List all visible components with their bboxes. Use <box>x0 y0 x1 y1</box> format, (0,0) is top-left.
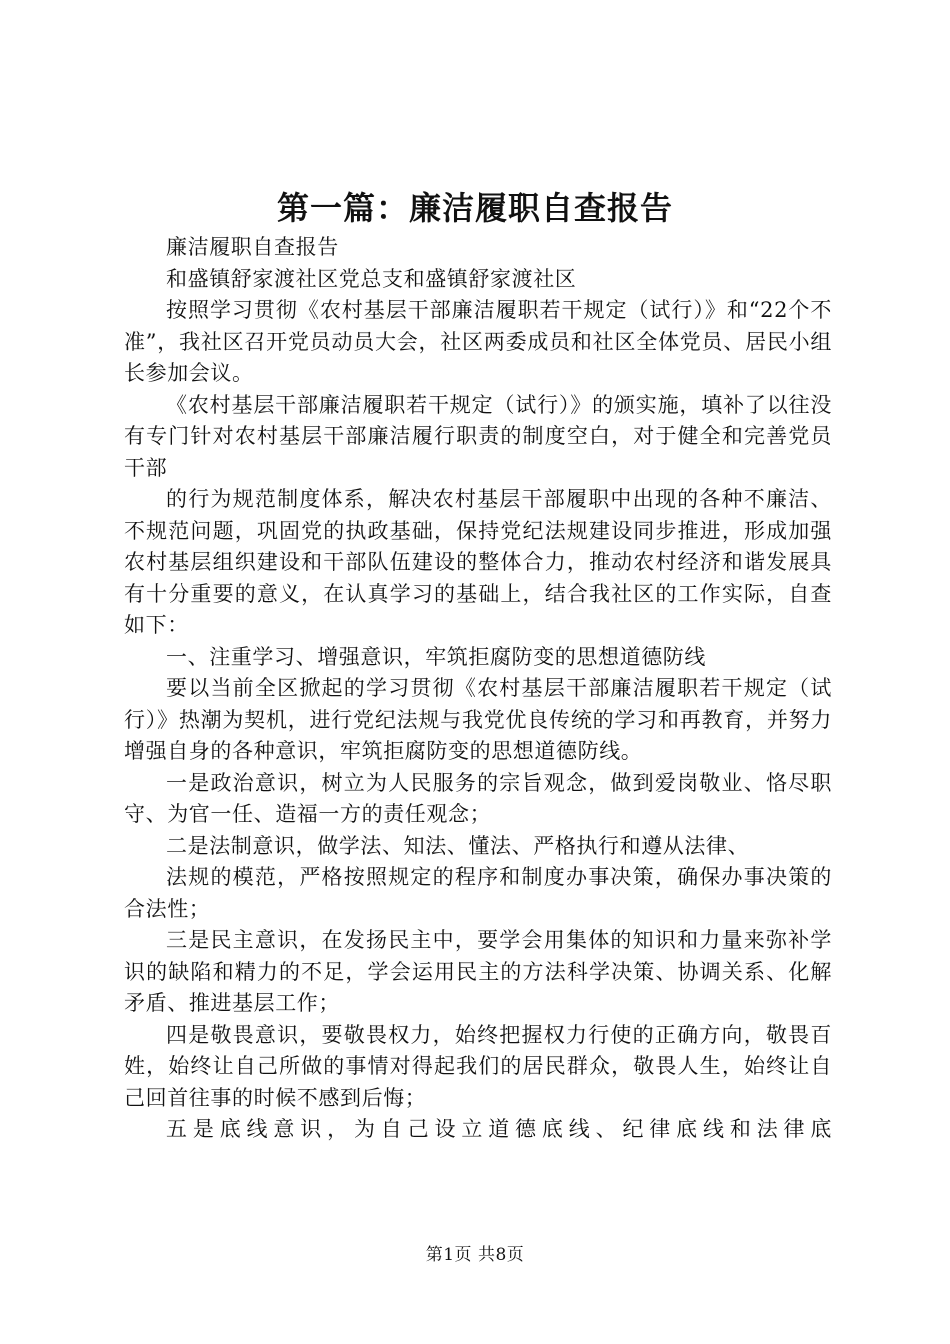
document-body <box>124 232 832 1146</box>
paragraph-legal-awareness: 二是法制意识，做学法、知法、懂法、严格执行和遵从法律、 <box>166 833 750 858</box>
paragraph-legal-awareness-cont: 法规的模范，严格按照规定的程序和制度办事决策，确保办事决策的合法性； <box>124 865 832 921</box>
paragraph-political-awareness: 一是政治意识，树立为人民服务的宗旨观念，做到爱岗敬业、恪尽职守、为官一任、造福一方的责任观念； <box>124 770 832 826</box>
document-title: 第一篇：廉洁履职自查报告 <box>276 189 673 227</box>
section-heading-one: 一、注重学习、增强意识，牢筑拒腐防变的思想道德防线 <box>166 644 706 669</box>
paragraph-report-heading: 廉洁履职自查报告 <box>166 235 339 259</box>
paragraph-meeting-intro: 按照学习贯彻《农村基层干部廉洁履职若干规定（试行）》和“22个不准”，我社区召开党员动员大会，社区两委成员和社区全体党员、居民小组长参加会议。 <box>124 298 832 385</box>
page-footer: 第1页 共8页 <box>425 1245 525 1265</box>
paragraph-study-campaign: 要以当前全区掀起的学习贯彻《农村基层干部廉洁履职若干规定（试行）》热潮为契机，进行党纪法规与我党优良传统的学习和再教育，并努力增强自身的各种意识，牢筑拒腐防变的思想道德防线。 <box>124 676 832 763</box>
paragraph-democratic-awareness: 三是民主意识，在发扬民主中，要学会用集体的知识和力量来弥补学识的缺陷和精力的不足，学会运用民主的方法科学决策、协调关系、化解矛盾、推进基层工作； <box>124 928 832 1015</box>
paragraph-bottom-line-awareness: 五是底线意识，为自己设立道德底线、纪律底线和法律底 <box>166 1117 832 1141</box>
paragraph-reverence-awareness: 四是敬畏意识，要敬畏权力，始终把握权力行使的正确方向，敬畏百姓，始终让自己所做的事情对得起我们的居民群众，敬畏人生，始终让自己回首往事的时候不感到后悔； <box>124 1022 832 1110</box>
paragraph-organization: 和盛镇舒家渡社区党总支和盛镇舒家渡社区 <box>166 266 577 291</box>
paragraph-regulation-significance: 《农村基层干部廉洁履职若干规定（试行）》的颁实施，填补了以往没有专门针对农村基层干部廉洁履行职责的制度空白，对于健全和完善党员干部 <box>124 392 832 480</box>
paragraph-behavior-norms: 的行为规范制度体系，解决农村基层干部履职中出现的各种不廉洁、不规范问题，巩固党的执政基础，保持党纪法规建设同步推进，形成加强农村基层组织建设和干部队伍建设的整体合力，推动农村经济和谐发展具有十分重要的意义，在认真学习的基础上，结合我社区的工作实际，自查如下： <box>124 487 832 637</box>
